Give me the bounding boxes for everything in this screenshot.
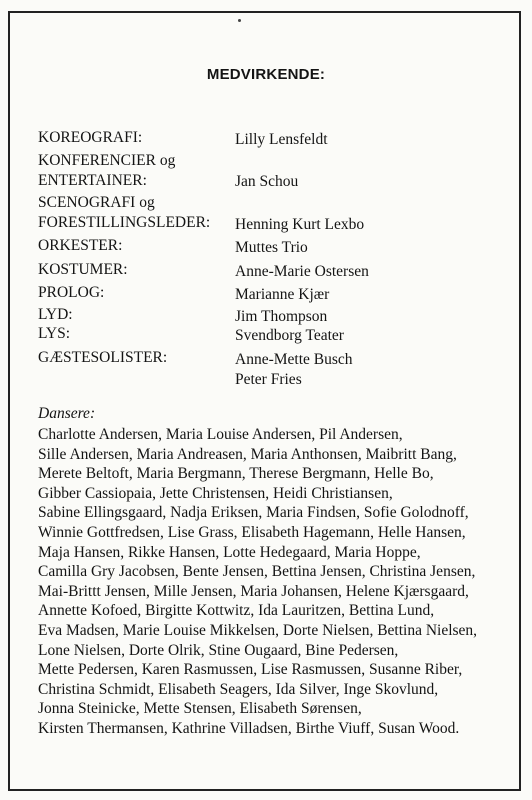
dancer-line: Kirsten Thermansen, Kathrine Villadsen, Birthe Viuff, Susan Wood.: [38, 720, 460, 737]
credit-label-gaestesolister: GÆSTESOLISTER:: [38, 349, 168, 366]
dancer-line: Christina Schmidt, Elisabeth Seagers, Ida Silver, Inge Skovlund,: [38, 681, 439, 698]
credit-label-orkester: ORKESTER:: [38, 237, 123, 254]
dancer-line: Winnie Gottfredsen, Lise Grass, Elisabeth Hagemann, Helle Hansen,: [38, 524, 466, 541]
credit-value-orkester: Muttes Trio: [235, 239, 308, 256]
dancer-line: Sabine Ellingsgaard, Nadja Eriksen, Maria Findsen, Sofie Golodnoff,: [38, 504, 469, 521]
dancer-line: Mette Pedersen, Karen Rasmussen, Lise Rasmussen, Susanne Riber,: [38, 661, 463, 678]
credit-value-gaestesolister-1: Anne-Mette Busch: [235, 351, 353, 368]
credit-label-koreografi: KOREOGRAFI:: [38, 129, 143, 146]
print-speck: [238, 19, 241, 22]
dancer-line: Annette Kofoed, Birgitte Kottwitz, Ida Lauritzen, Bettina Lund,: [38, 602, 435, 619]
page-title: MEDVIRKENDE:: [206, 66, 326, 83]
credit-value-gaestesolister-2: Peter Fries: [235, 371, 302, 388]
credit-label-scenografi-line2: FORESTILLINGSLEDER:: [38, 214, 211, 231]
dancer-line: Sille Andersen, Maria Andreasen, Maria Anthonsen, Maibritt Bang,: [38, 446, 457, 463]
dancer-line: Gibber Cassiopaia, Jette Christensen, Heidi Christiansen,: [38, 485, 393, 502]
credit-label-konferencier-line2: ENTERTAINER:: [38, 172, 147, 189]
dancer-line: Lone Nielsen, Dorte Olrik, Stine Ougaard, Bine Pedersen,: [38, 642, 399, 659]
credit-label-prolog: PROLOG:: [38, 284, 105, 301]
credit-value-kostumer: Anne-Marie Ostersen: [235, 263, 369, 280]
credit-value-konferencier: Jan Schou: [235, 173, 299, 190]
dancer-line: Merete Beltoft, Maria Bergmann, Therese Bergmann, Helle Bo,: [38, 465, 434, 482]
credit-label-kostumer: KOSTUMER:: [38, 261, 128, 278]
credit-value-lys: Svendborg Teater: [235, 327, 344, 344]
dancer-line: Eva Madsen, Marie Louise Mikkelsen, Dorte Nielsen, Bettina Nielsen,: [38, 622, 478, 639]
credit-value-prolog: Marianne Kjær: [235, 286, 330, 303]
dancers-heading: Dansere:: [38, 405, 96, 422]
credit-label-lyd: LYD:: [38, 306, 73, 323]
credit-value-scenografi: Henning Kurt Lexbo: [235, 216, 365, 233]
dancer-line: Maja Hansen, Rikke Hansen, Lotte Hedegaard, Maria Hoppe,: [38, 544, 421, 561]
dancer-line: Charlotte Andersen, Maria Louise Andersen, Pil Andersen,: [38, 426, 403, 443]
dancer-line: Camilla Gry Jacobsen, Bente Jensen, Bettina Jensen, Christina Jensen,: [38, 563, 476, 580]
credit-label-scenografi-line1: SCENOGRAFI og: [38, 194, 155, 211]
credit-value-koreografi: Lilly Lensfeldt: [235, 131, 328, 148]
credit-label-konferencier-line1: KONFERENCIER og: [38, 152, 176, 169]
dancer-line: Jonna Steinicke, Mette Stensen, Elisabeth Sørensen,: [38, 700, 362, 717]
credit-value-lyd: Jim Thompson: [235, 308, 328, 325]
dancer-line: Mai-Brittt Jensen, Mille Jensen, Maria Johansen, Helene Kjærsgaard,: [38, 583, 469, 600]
credit-label-lys: LYS:: [38, 325, 71, 342]
